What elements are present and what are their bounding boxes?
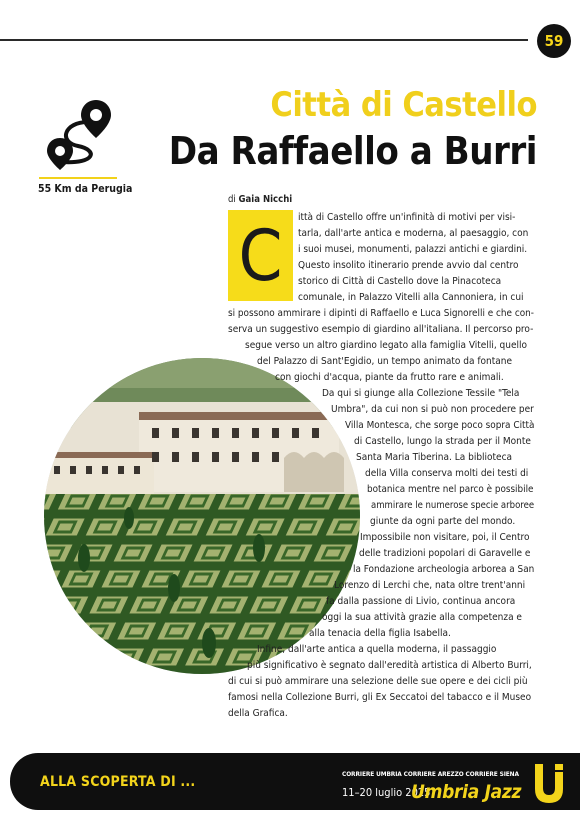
body-line: ittà di Castello offre un'infinità di motivi per visi-	[298, 212, 516, 223]
body-line: delle tradizioni popolari di Garavelle e	[359, 548, 531, 559]
body-line: storico di Città di Castello dove la Pinacoteca	[298, 276, 502, 287]
body-line: Umbra", da cui non si può non procedere per	[331, 404, 534, 415]
distance-underline	[39, 177, 117, 179]
distance-label: 55 Km da Perugia	[38, 183, 133, 195]
byline	[228, 194, 292, 205]
body-line: i suoi musei, monumenti, palazzi antichi e giardini.	[298, 244, 528, 255]
body-line: oggi la sua attività grazie alla competenza e	[322, 612, 522, 623]
body-line: comunale, in Palazzo Vitelli alla Cannoniera, in cui	[298, 292, 524, 303]
body-line: serva un suggestivo esempio di giardino all'italiana. Il percorso pro-	[228, 324, 534, 335]
sponsor-logos: CORRIERE UMBRIA CORRIERE AREZZO CORRIERE SIENA	[342, 770, 519, 778]
body-line: più significativo è segnato dall'eredità artistica di Alberto Burri,	[247, 660, 532, 671]
event-dates: 11–20 luglio 2025	[342, 786, 431, 799]
drop-cap-box	[228, 210, 293, 301]
body-line: di cui si può ammirare una selezione delle sue opere e dei cicli più	[228, 676, 528, 687]
body-line: segue verso un altro giardino legato alla famiglia Vitelli, quello	[245, 340, 528, 351]
body-line: Santa Maria Tiberina. La biblioteca	[356, 452, 513, 463]
author-name: Gaia Nicchi	[238, 194, 293, 205]
body-line: tarla, dall'arte antica e moderna, al paesaggio, con	[298, 228, 529, 239]
body-line: botanica mentre nel parco è possibile	[367, 484, 534, 495]
body-line: Infine, dall'arte antica a quella moderna, il passaggio	[257, 644, 497, 655]
body-line: della Grafica.	[228, 708, 288, 719]
drop-cap-letter: C	[238, 215, 283, 297]
body-line: la Fondazione archeologia arborea a San	[353, 564, 535, 575]
body-line: con giochi d'acqua, piante da frutto rare e animali.	[275, 372, 504, 383]
page-number-badge: 59	[537, 24, 571, 58]
section-title: ALLA SCOPERTA DI ...	[40, 774, 196, 790]
body-line: si possono ammirare i dipinti di Raffaello e Luca Signorelli e che con-	[228, 308, 534, 319]
body-line: della Villa conserva molti dei testi di	[365, 468, 529, 479]
top-rule	[0, 39, 528, 41]
body-line: alla tenacia della figlia Isabella.	[309, 628, 451, 639]
body-line: Lorenzo di Lerchi che, nata oltre trent'anni	[334, 580, 526, 591]
body-line: ammirare le numerose specie arboree	[371, 500, 535, 511]
umbria-jazz-logo-icon	[532, 762, 566, 806]
byline-prefix: di	[228, 194, 236, 205]
article-title: Da Raffaello a Burri	[168, 129, 537, 173]
body-line: Questo insolito itinerario prende avvio dal centro	[298, 260, 519, 271]
body-line: Da qui si giunge alla Collezione Tessile "Tela	[322, 388, 520, 399]
body-line: del Palazzo di Sant'Egidio, un tempo animato da fontane	[257, 356, 512, 367]
body-line: fa dalla passione di Livio, continua ancora	[326, 596, 516, 607]
route-pin-icon	[44, 96, 114, 176]
body-line: di Castello, lungo la strada per il Monte	[354, 436, 531, 447]
body-line: giunte da ogni parte del mondo.	[370, 516, 516, 527]
body-line: Impossibile non visitare, poi, il Centro	[360, 532, 530, 543]
article-kicker: Città di Castello	[270, 85, 537, 125]
event-name: Umbria Jazz	[411, 781, 522, 803]
body-line: Villa Montesca, che sorge poco sopra Città	[345, 420, 535, 431]
body-line: famosi nella Collezione Burri, gli Ex Seccatoi del tabacco e il Museo	[228, 692, 532, 703]
